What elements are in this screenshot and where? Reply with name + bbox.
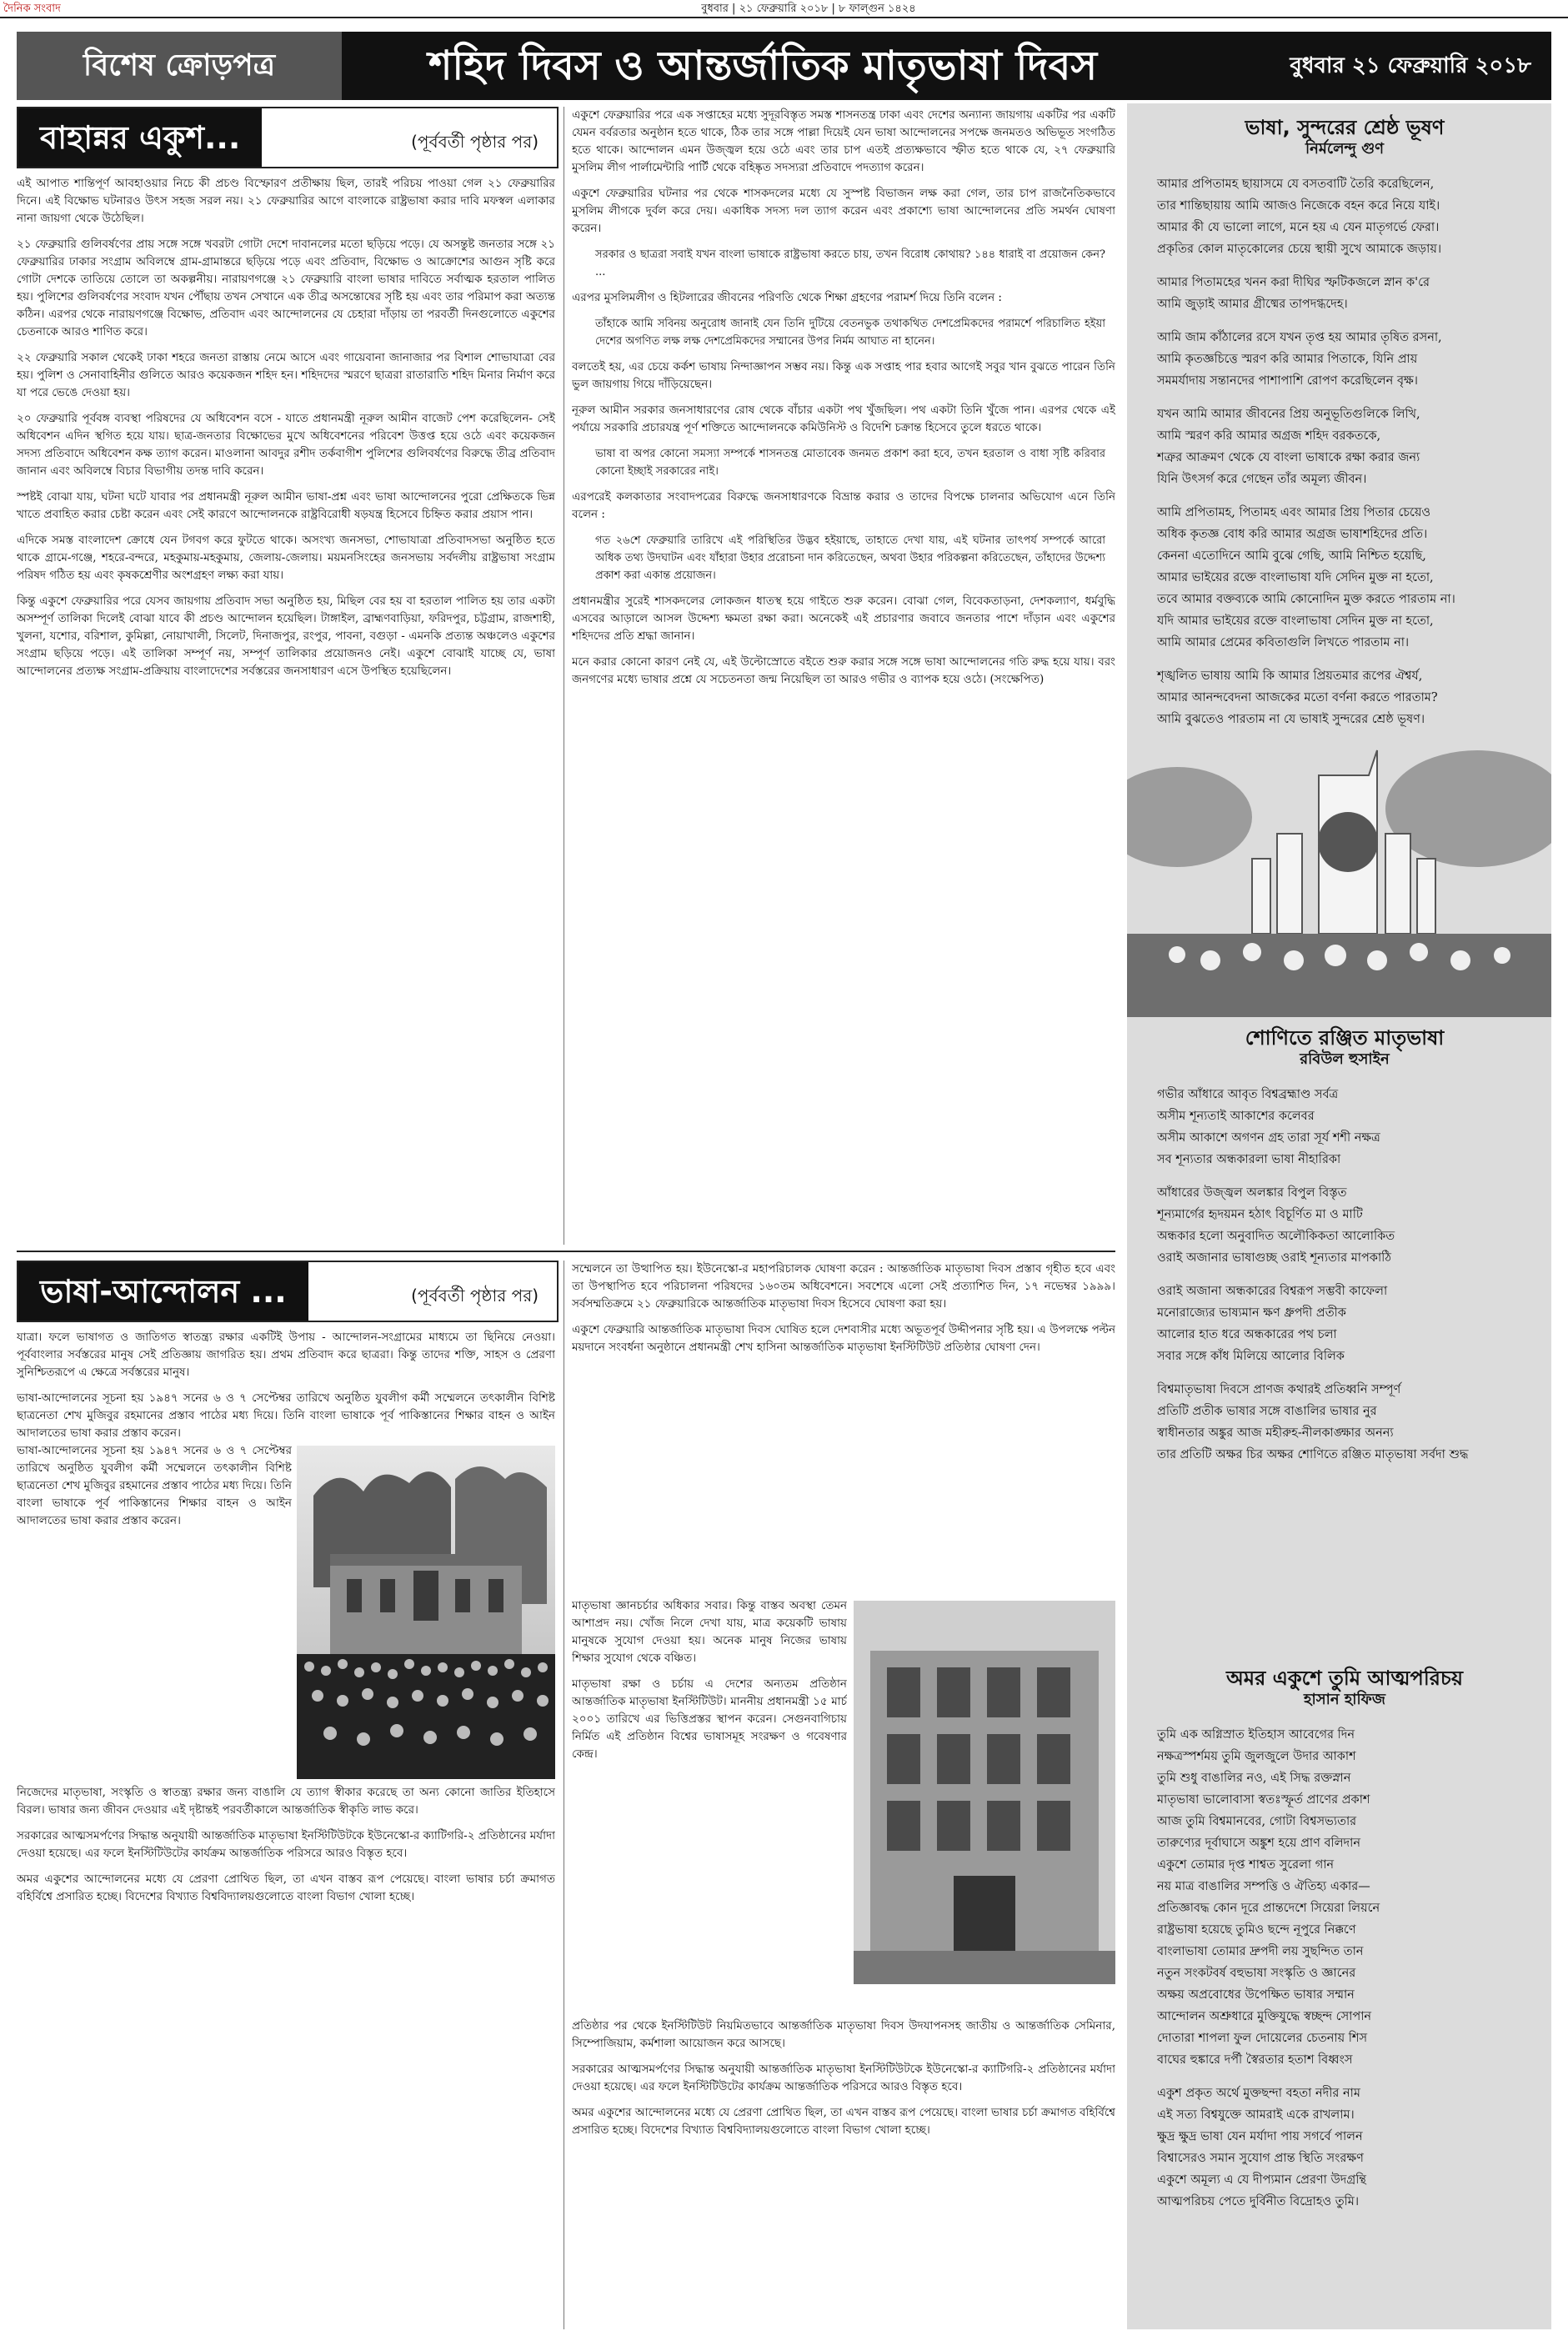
article2-heading-box <box>17 1261 559 1322</box>
poem-line: একুশে তোমার দৃপ্ত শাশ্বত সুরেলা গান <box>1157 1858 1335 1872</box>
poem-line: আমি প্রপিতামহ, পিতামহ এবং আমার প্রিয় পিতার চেয়েও <box>1157 506 1431 519</box>
poem-line: আমার আনন্দবেদনা আজকের মতো বর্ণনা করতে পারতাম? <box>1157 691 1438 704</box>
article2-para: অমর একুশের আন্দোলনের মধ্যে যে প্রেরণা প্রোথিত ছিল, তা এখন বাস্তব রূপ পেয়েছে। বাংলা ভাষার চর্চা ক্রমাগত বহির্বিশ্বে প্রসারিত হচ্ছে। বিদেশের বিখ্যাত বিশ্ববিদ্যালয়গুলোতে বাংলা বিভাগ খোলা হচ্ছে। <box>17 1872 555 1903</box>
poem-line: আজ তুমি বিশ্বমানবের, গোটা বিশ্বসভ্যতার <box>1157 1815 1357 1828</box>
poem-line: প্রতিটি প্রতীক ভাষার সঙ্গে বাঙালির ভাষার নুর <box>1157 1405 1377 1418</box>
poem-2 <box>1157 1027 1532 1477</box>
poem-stanza <box>1157 1379 1532 1466</box>
poem-line: আঁধারের উজ্জ্বল অলঙ্কার বিপুল বিস্তৃত <box>1157 1186 1347 1200</box>
poem-stanza <box>1157 1281 1532 1367</box>
article2-para: মাতৃভাষা রক্ষা ও চর্চায় এ দেশের অন্যতম প্রতিষ্ঠান আন্তর্জাতিক মাতৃভাষা ইনস্টিটিউট। মাননীয় প্রধানমন্ত্রী ১৫ মার্চ ২০০১ তারিখে এর ভিত্তিপ্রস্তর স্থাপন করেন। সেগুনবাগিচায় নির্মিত এই প্রতিষ্ঠান বিশ্বের ভাষাসমূহ সংরক্ষণ ও গবেষণার কেন্দ্র। <box>572 1677 847 1761</box>
poem-line: সবার সঙ্গে কাঁধ মিলিয়ে আলোর বিলিক <box>1157 1350 1345 1363</box>
article1b-para: এরপর মুসলিমলীগ ও হিটলারের জীবনের পরিণতি থেকে শিক্ষা গ্রহণের পরামর্শ দিয়ে তিনি বলেন : <box>572 291 1002 304</box>
poem-line: আমি স্মরণ করি আমার অগ্রজ শহিদ বরকতকে, <box>1157 429 1381 443</box>
poem-line: আমি আমার প্রেমের কবিতাগুলি লিখতে পারতাম না। <box>1157 636 1410 649</box>
poem-line: আমি জুড়াই আমার গ্রীষ্মের তাপদগ্ধদেহ। <box>1157 298 1348 311</box>
poem-stanza <box>1157 1724 1532 2071</box>
poem-stanza <box>1157 404 1532 490</box>
poem-stanza <box>1157 502 1532 654</box>
article1-para: এদিকে সমস্ত বাংলাদেশ ক্রোধে যেন টগবগ করে ফুটতে থাকে। অসংখ্য জনসভা, শোভাযাত্রা প্রতিবাদসভা অনুষ্ঠিত হতে থাকে গ্রামে-গঞ্জে, শহরে-বন্দরে, মহকুমায়-মহকুমায়, জেলায়-জেলায়। ময়মনসিংহের জনসভায় সর্বদলীয় রাষ্ট্রভাষা সংগ্রাম পরিষদ গঠিত হয় এবং কৃষকশ্রেণীর অংশগ্রহণ লক্ষ্য করা যায়। <box>17 534 555 582</box>
article2-right-narrow <box>572 1597 847 2014</box>
poem-stanza <box>1157 2083 1532 2213</box>
poem-line: যিনি উৎসর্গ করে গেছেন তাঁর অমূল্য জীবন। <box>1157 473 1367 486</box>
poem-line: সব শূন্যতার অন্ধকারলা ভাষা নীহারিকা <box>1157 1153 1341 1166</box>
poem-line: ক্ষুদ্র ক্ষুদ্র ভাষা যেন মর্যাদা পায় সগর্বে পালন <box>1157 2130 1363 2143</box>
article2-para: ভাষা-আন্দোলনের সূচনা হয় ১৯৪৭ সনের ৬ ও ৭ সেপ্টেম্বর তারিখে অনুষ্ঠিত যুবলীগ কর্মী সম্মেলনে তৎকালীন বিশিষ্ট ছাত্রনেতা শেখ মুজিবুর রহমানের প্রস্তাব পাঠের মধ্য দিয়ে। তিনি বাংলা ভাষাকে পূর্ব পাকিস্তানের শিক্ষার বাহন ও আইন আদালতের ভাষা করার প্রস্তাব করেন। <box>17 1391 555 1439</box>
article2-para: একুশে ফেব্রুয়ারি আন্তর্জাতিক মাতৃভাষা দিবস ঘোষিত হলে দেশবাসীর মধ্যে অভূতপূর্ব উদ্দীপনার সৃষ্টি হয়। এ উপলক্ষে পল্টন ময়দানে সংবর্ধনা অনুষ্ঠানে প্রধানমন্ত্রী শেখ হাসিনা আন্তর্জাতিক মাতৃভাষা ইনস্টিটিউট প্রতিষ্ঠার ঘোষণা দেন। <box>572 1323 1115 1354</box>
article2-para: সরকারের আত্মসমর্পণের সিদ্ধান্ত অনুযায়ী আন্তর্জাতিক মাতৃভাষা ইনস্টিটিউটকে ইউনেস্কো-র ক্যাটিগরি-২ প্রতিষ্ঠানের মর্যাদা দেওয়া হয়েছে। এর ফলে ইনস্টিটিউটের কার্যক্রম আন্তর্জাতিক পরিসরে আরও বিস্তৃত হবে। <box>572 2063 1115 2093</box>
poem-line: রাষ্ট্রভাষা হয়েছে তুমিও ছন্দে নূপুরে নিক্কণে <box>1157 1923 1356 1937</box>
article2-body-lower <box>17 1784 555 2326</box>
article1b-para: এরপরেই কলকাতার সংবাদপত্রের বিরুদ্ধে জনসাধারণকে বিভ্রান্ত করার ও তাদের বিপক্ষে চালনার অভিযোগ এনে তিনি বলেন : <box>572 490 1115 521</box>
poem-line: যদি আমার ভাইয়ের রক্তে বাংলাভাষা সেদিন মুক্ত না হতো, <box>1157 614 1434 628</box>
poem-line: স্বাধীনতার অঙ্কুর আজ মহীরুহ-নীলকাঙ্ক্ষার অনন্য <box>1157 1426 1394 1440</box>
article2-left-narrow <box>17 1442 292 1776</box>
poem-line: এই সত্য বিশ্বযুক্তে আমরাই একে রাখলাম। <box>1157 2108 1355 2122</box>
poem-line: আত্মপরিচয় পেতে দুর্বিনীত বিদ্রোহও তুমি। <box>1157 2195 1360 2208</box>
poem-line: আমার পিতামহের খনন করা দীঘির স্ফটিকজলে স্নান ক'রে <box>1157 276 1430 289</box>
article2-heading: ভাষা-আন্দোলন ... <box>18 1262 308 1321</box>
poem-author: হাসান হাফিজ <box>1304 1691 1385 1708</box>
article2-right-lower <box>572 2018 1115 2326</box>
poem-line: আমার ভাইয়ের রক্তে বাংলাভাষা যদি সেদিন মুক্ত না হতো, <box>1157 571 1434 584</box>
poem-line: আমি জাম কাঁঠালের রসে যখন তৃপ্ত হয় আমার তৃষিত রসনা, <box>1157 331 1442 344</box>
article1b-para: একুশে ফেব্রুয়ারির পরে এক সপ্তাহের মধ্যে সুদূরবিস্তৃত সমস্ত শাসনতন্ত্র ঢাকা এবং দেশের অন্যান্য জায়গায় একটির পর একটি যেমন বর্বরতার অনুষ্ঠান হতে থাকে, ঠিক তার সঙ্গে পাল্লা দিয়েই যেন ভাষা আন্দোলনের সপক্ষে জনমতও অভিভূত সংগঠিত হতে থাকে। আন্দোলন এমন উজ্জ্বল হয়ে ওঠে এবং তার চাপ এতই প্রত্যক্ষভাবে স্ফীত হতে থাকে যে, ২৭ ফেব্রুয়ারি মুসলিম লীগ পার্লামেন্টারি পার্টি থেকে বহিষ্কৃত সদস্যরা প্রতিবাদে পদত্যাগ করেন। <box>572 108 1115 174</box>
poem-line: নয় মাত্র বাঙালির সম্পত্তি ও ঐতিহ্য একার— <box>1157 1880 1370 1893</box>
article1-para: এই আপাত শান্তিপূর্ণ আবহাওয়ার নিচে কী প্রচণ্ড বিস্ফোরণ প্রতীক্ষায় ছিল, তারই পরিচয় পাওয়া গেল ২১ ফেব্রুয়ারির দিনে। এই বিক্ষোভ ঘটনারও উৎস সহজ সরল নয়। ২১ ফেব্রুয়ারির আগে বাংলাকে রাষ্ট্রভাষা করার দাবি মফস্বল এলাকার নানা জায়গা থেকে উঠেছিল। <box>17 177 555 225</box>
article1b-para: মনে করার কোনো কারণ নেই যে, এই উল্টোস্রোতে বইতে শুরু করার সঙ্গে সঙ্গে ভাষা আন্দোলনের গতি রুদ্ধ হয়ে যায়। বরং জনগণের মধ্যে ভাষার প্রশ্নে যে সচেতনতা জন্ম নিয়েছিল তা আরও গভীর ও ব্যাপক হয়ে ওঠে। (সংক্ষেপিত) <box>572 655 1115 686</box>
poem-author: নির্মলেন্দু গুণ <box>1305 140 1385 158</box>
poem-line: আন্দোলন অশ্রুধারে মুক্তিযুদ্ধে স্বচ্ছন্দ সোপান <box>1157 2010 1372 2023</box>
poem-line: নক্ষত্রস্পর্শময় তুমি জুলজুলে উদার আকাশ <box>1157 1750 1356 1763</box>
poem-stanza <box>1157 272 1532 315</box>
poem-line: আমি কৃতজ্ঞচিত্তে স্মরণ করি আমার পিতাকে, যিনি প্রায় <box>1157 353 1418 366</box>
article2-para: অমর একুশের আন্দোলনের মধ্যে যে প্রেরণা প্রোথিত ছিল, তা এখন বাস্তব রূপ পেয়েছে। বাংলা ভাষার চর্চা ক্রমাগত বহির্বিশ্বে প্রসারিত হচ্ছে। বিদেশের বিখ্যাত বিশ্ববিদ্যালয়গুলোতে বাংলা বিভাগ খোলা হচ্ছে। <box>572 2106 1115 2137</box>
poem-line: ওরাই অজানার ভাষাগুচ্ছ ওরাই শূন্যতার মাপকাঠি <box>1157 1251 1392 1265</box>
poem-title: শোণিতে রঞ্জিত মাতৃভাষা <box>1245 1026 1445 1050</box>
article2-intro <box>17 1329 555 1439</box>
article1-para: ২১ ফেব্রুয়ারি গুলিবর্ষণের প্রায় সঙ্গে সঙ্গে খবরটা গোটা দেশে দাবানলের মতো ছড়িয়ে পড়ে। যে অসন্তুষ্ট জনতার সঙ্গে ২১ ফেব্রুয়ারির ঢাকার সংগ্রাম অবিলম্বে গ্রাম-গ্রামান্তরে ছড়িয়ে পড়ে এবং প্রতিবাদ, বিক্ষোভ ও আক্রোশের আগুন সৃষ্টি করে গোটা দেশকে তাতিয়ে তোলে তা অকল্পনীয়। নারায়ণগঞ্জে ২১ ফেব্রুয়ারি বাংলা ভাষার দাবিতে সর্বাত্মক হরতাল পালিত হয়। পুলিশের গুলিবর্ষণের সংবাদ যখন পৌঁছায় তখন সেখানে এক তীব্র অসন্তোষের সৃষ্টি হয় এবং তার পরিমাপ করা অত্যন্ত কঠিন। এরপর থেকে নারায়ণগঞ্জে বিক্ষোভ, প্রতিবাদ এবং আন্দোলনের যে চেহারা দাঁড়ায় তা পরবর্তী দিনগুলোতে একুশের চেতনাকে আরও শাণিত করে। <box>17 238 555 338</box>
article1-para: ২২ ফেব্রুয়ারি সকাল থেকেই ঢাকা শহরে জনতা রাস্তায় নেমে আসে এবং গায়েবানা জানাজার পর বিশাল শোভাযাত্রা বের হয়। পুলিশ ও সেনাবাহিনীর গুলিতে আরও কয়েকজন শহিদ হন। শহিদদের স্মরণে ছাত্ররা রাতারাতি শহিদ মিনার নির্মাণ করে যা পরে ভেঙে দেওয়া হয়। <box>17 351 555 399</box>
article2-para: সম্মেলনে তা উত্থাপিত হয়। ইউনেস্কো-র মহাপরিচালক ঘোষণা করেন : আন্তর্জাতিক মাতৃভাষা দিবস প্রস্তাব গৃহীত হবে এবং তা উপস্থাপিত হবে পরিচালনা পরিষদের ১৬০তম অধিবেশনে। সবশেষে এলো সেই প্রত্যাশিত দিন, ১৭ নভেম্বর ১৯৯৯। সর্বসম্মতিক্রমে ২১ ফেব্রুয়ারিকে আন্তর্জাতিক মাতৃভাষা দিবস হিসেবে ঘোষণা করা হয়। <box>572 1262 1115 1311</box>
poem-stanza <box>1157 327 1532 392</box>
poem-line: তারুণ্যের দূর্বাঘাসে অঙ্কুশ হয়ে প্রাণ বলিদান <box>1157 1837 1360 1850</box>
article1b-para: বলতেই হয়, এর চেয়ে কর্কশ ভাষায় নিন্দাজ্ঞাপন সম্ভব নয়। কিন্তু এক সপ্তাহ পার হবার আগেই সবুর খান বুঝতে পারেন তিনি ভুল জায়গায় গিয়ে দাঁড়িয়েছেন। <box>572 360 1115 391</box>
article1-heading-box <box>17 107 559 168</box>
poem-line: আলোর হাত ধরে অন্ধকারের পথ চলা <box>1157 1328 1337 1341</box>
poem-line: তুমি শুধু বাঙালির নও, এই সিদ্ধ রক্তস্নান <box>1157 1772 1351 1785</box>
poem-line: অক্ষয় অপ্রবোধের উপেক্ষিত ভাষার সম্মান <box>1157 1988 1355 2002</box>
poem-line: মনোরাজ্যের ভাষ্যমান ক্ষণ ধ্রুপদী প্রতীক <box>1157 1306 1346 1320</box>
poem-line: মাতৃভাষা ভালোবাসা স্বতঃস্ফূর্ত প্রাণের প্রকাশ <box>1157 1793 1370 1807</box>
article1-continued: (পূর্ববর্তী পৃষ্ঠার পর) <box>411 132 539 152</box>
supplement-title: শহিদ দিবস ও আন্তর্জাতিক মাতৃভাষা দিবস <box>428 43 1098 89</box>
poem-line: আমি বুঝতেও পারতাম না যে ভাষাই সুন্দরের শ্রেষ্ঠ ভূষণ। <box>1157 713 1425 726</box>
poem-line: বিশ্বমাতৃভাষা দিবসে প্রাণজ কথারই প্রতিধ্বনি সম্পূর্ণ <box>1157 1383 1401 1396</box>
article2-para: ভাষা-আন্দোলনের সূচনা হয় ১৯৪৭ সনের ৬ ও ৭ সেপ্টেম্বর তারিখে অনুষ্ঠিত যুবলীগ কর্মী সম্মেলনে তৎকালীন বিশিষ্ট ছাত্রনেতা শেখ মুজিবুর রহমানের প্রস্তাব পাঠের মধ্য দিয়ে। তিনি বাংলা ভাষাকে পূর্ব পাকিস্তানের শিক্ষার বাহন ও আইন আদালতের ভাষা করার প্রস্তাব করেন। <box>17 1444 292 1527</box>
article1b-para: একুশে ফেব্রুয়ারির ঘটনার পর থেকে শাসকদলের মধ্যে যে সুস্পষ্ট বিভাজন লক্ষ করা গেল, তার চাপ রাজনৈতিকভাবে মুসলিম লীগকে দুর্বল করে দেয়। একাধিক সদস্য দল ত্যাগ করেন এবং প্রকাশ্যে ভাষা আন্দোলনের প্রতি সমর্থন ঘোষণা করেন। <box>572 187 1115 235</box>
poem-line: শত্রুর আক্রমণ থেকে যে বাংলা ভাষাকে রক্ষা করার জন্য <box>1157 451 1420 464</box>
article1b-quote: সরকার ও ছাত্ররা সবাই যখন বাংলা ভাষাকে রাষ্ট্রভাষা করতে চায়, তখন বিরোধ কোথায়? ১৪৪ ধারাই বা প্রয়োজন কেন? ... <box>595 248 1105 278</box>
poem-line: অন্ধকার হলো অনুবাদিত অলৌকিকতা আলোকিত <box>1157 1230 1395 1243</box>
poem-line: অসীম আকাশে অগণন গ্রহ তারা সূর্য শশী নক্ষত্র <box>1157 1131 1380 1145</box>
poem-line: ওরাই অজানা অন্ধকারের বিশ্বরূপ সম্ভবী কাফেলা <box>1157 1285 1388 1298</box>
poem-line: তার শান্তিছায়ায় আমি আজও নিজেকে বহন করে নিয়ে যাই। <box>1157 199 1440 213</box>
poem-line: বাঘের হুঙ্কারে দর্পী স্বৈরতার হতাশ বিধ্বংস <box>1157 2053 1353 2067</box>
article1-body <box>17 175 555 1238</box>
article2-para: যাত্রা। ফলে ভাষাগত ও জাতিগত স্বাতন্ত্র্য রক্ষার একটিই উপায় - আন্দোলন-সংগ্রামের মাধ্যমে তা ছিনিয়ে নেওয়া। পূর্ববাংলার সর্বস্তরের মানুষ সেই প্রতিজ্ঞায় জাগরিত হয়। প্রথম প্রতিবাদ করে ছাত্ররা। কিন্তু তাদের শক্তি, সাহস ও প্রেরণা সুনিশ্চিতরূপে এ ক্ষেত্রে সর্বস্তরের মানুষ। <box>17 1331 555 1379</box>
poem-line: গভীর আঁধারে আবৃত বিশ্বব্রহ্মাণ্ড সর্বত্র <box>1157 1088 1339 1101</box>
section-divider <box>17 1251 1115 1252</box>
article1b-quote: গত ২৬শে ফেব্রুয়ারি তারিখে এই পরিস্থিতির উদ্ভব হইয়াছে, তাহাতে দেখা যায়, এই ঘটনার তাৎপর্য সম্পর্কে আরো অধিক তথ্য উদঘাটন এবং যাঁহারা উহার প্ররোচনা দান করিতেছেন, অথবা উহার পরিকল্পনা করিতেছেন, তাঁহাদের উদ্দেশ্য প্রকাশ করা একান্ত প্রয়োজন। <box>595 534 1105 582</box>
supplement-banner <box>17 32 1551 100</box>
poem-stanza <box>1157 1084 1532 1171</box>
poem-line: আমার প্রপিতামহ ছায়াসমে যে বসতবাটি তৈরি করেছিলেন, <box>1157 178 1435 191</box>
poem-line: নতুন সংকটবর্ষ বহুভাষা সংস্কৃতি ও জ্ঞানের <box>1157 1967 1356 1980</box>
poem-line: আমার কী যে ভালো লাগে, মনে হয় এ যেন মাতৃগর্ভে ফেরা। <box>1157 221 1440 234</box>
poem-line: শূন্যমার্গের হৃদয়মন হঠাৎ বিচূর্ণিত মা ও মাটি <box>1157 1208 1363 1221</box>
poem-stanza <box>1157 1182 1532 1269</box>
poem-line: প্রকৃতির কোল মাতৃকোলের চেয়ে স্থায়ী সুখে আমাকে জড়ায়। <box>1157 243 1442 256</box>
banner-date: বুধবার ২১ ফেব্রুয়ারি ২০১৮ <box>1290 53 1531 78</box>
poem-line: দোতারা শাপলা ফুল দোয়েলের চেতনায় শিস <box>1157 2032 1368 2045</box>
article1-para: কিন্তু একুশে ফেব্রুয়ারির পরে যেসব জায়গায় প্রতিবাদ সভা অনুষ্ঠিত হয়, মিছিল বের হয় বা হরতাল পালিত হয় তার একটা অসম্পূর্ণ তালিকা দিলেই বোঝা যাবে কী প্রচণ্ড আন্দোলন হয়েছিল। টাঙ্গাইল, ব্রাহ্মণবাড়িয়া, ফরিদপুর, চট্টগ্রাম, রাজশাহী, খুলনা, যশোর, বরিশাল, কুমিল্লা, নোয়াখালী, সিলেট, দিনাজপুর, রংপুর, পাবনা, বগুড়া - এমনকি প্রত্যন্ত অঞ্চলেও একুশের সংগ্রাম ছড়িয়ে পড়ে। এই তালিকা সম্পূর্ণ নয়, সম্পূর্ণ তালিকার প্রয়োজনও নেই। একুশে বোঝাই যাচ্ছে যে, ভাষা আন্দোলনের প্রত্যক্ষ সংগ্রাম-প্রক্রিয়ায় বাংলাদেশের সর্বস্তরের জনসাধারণ এসে উপস্থিত হয়েছিলেন। <box>17 594 555 678</box>
poem-stanza <box>1157 173 1532 260</box>
article1b-quote: তাঁহাকে আমি সবিনয় অনুরোধ জানাই যেন তিনি দুটিয়ে বেতনভুক তথাকথিত দেশপ্রেমিকদের পরামর্শে পরিচালিত হইয়া দেশের অগণিত লক্ষ লক্ষ দেশপ্রেমিকদের সম্মানের উপর নির্মম আঘাত না হানেন। <box>595 318 1105 348</box>
poem-stanza <box>1157 665 1532 730</box>
top-date-line: বুধবার | ২১ ফেব্রুয়ারি ২০১৮ | ৮ ফাল্গুন ১৪২৪ <box>701 3 916 15</box>
poem-author: রবিউল হুসাইন <box>1300 1050 1390 1068</box>
article2-para: মাতৃভাষা জ্ঞানচর্চার অধিকার সবার। কিন্তু বাস্তব অবস্থা তেমন আশাপ্রদ নয়। খোঁজ নিলে দেখা যায়, মাত্র কয়েকটি ভাষায় মানুষকে সুযোগ দেওয়া হয়। অনেক মানুষ নিজের ভাষায় শিক্ষার সুযোগ থেকে বঞ্চিত। <box>572 1599 847 1665</box>
article1b-para: প্রধানমন্ত্রীর সুরেই শাসকদলের লোকজন ধাতস্থ হয়ে গাইতে শুরু করেন। বোঝা গেল, বিবেকতাড়না, দেশকল্যাণ, ধর্মবুদ্ধি এসবের আড়ালে আসল উদ্দেশ্য ক্ষমতা রক্ষা করা। অনেকেই এই প্রচারণার জবাবে জনতার পাশে দাঁড়ান এবং একুশের শহিদদের প্রতি শ্রদ্ধা জানান। <box>572 594 1115 643</box>
article1-para: স্পষ্টই বোঝা যায়, ঘটনা ঘটে যাবার পর প্রধানমন্ত্রী নূরুল আমীন ভাষা-প্রশ্ন এবং ভাষা আন্দোলনের পুরো প্রেক্ষিতকে ভিন্ন খাতে প্রবাহিত করার চেষ্টা করেন এবং সেই কারণে আন্দোলনকে রাষ্ট্রবিরোধী ষড়যন্ত্র হিসেবে চিহ্নিত করার প্রয়াস পান। <box>17 490 555 521</box>
poem-line: তবে আমার বক্তব্যকে আমি কোনোদিন মুক্ত করতে পারতাম না। <box>1157 593 1455 606</box>
article2-right-top <box>572 1261 1115 1594</box>
poem-line: একুশে অমূল্য এ যে দীপ্যমান প্রেরণা উদগ্রন্থি <box>1157 2173 1366 2187</box>
poem-line: বিশ্বাসেরও সমান সুযোগ প্রান্ত স্থিতি সংরক্ষণ <box>1157 2152 1364 2165</box>
poem-line: প্রতিজ্ঞাবদ্ধ কোন দূরে প্রান্তদেশে সিয়েরা লিয়নে <box>1157 1902 1380 1915</box>
poem-title: ভাষা, সুন্দরের শ্রেষ্ঠ ভূষণ <box>1245 116 1445 139</box>
poem-3 <box>1157 1667 1532 2224</box>
poem-title: অমর একুশে তুমি আত্মপরিচয় <box>1225 1667 1464 1690</box>
poem-line: অসীম শূন্যতাই আকাশের কলেবর <box>1157 1110 1315 1123</box>
poem-line: শৃঙ্খলিত ভাষায় আমি কি আমার প্রিয়তমার রূপের ঐশ্বর্য, <box>1157 669 1423 683</box>
section-label: বিশেষ ক্রোড়পত্র <box>17 32 342 100</box>
language-institute-photo <box>854 1601 1115 1984</box>
poem-line: যখন আমি আমার জীবনের প্রিয় অনুভূতিগুলিকে লিখি, <box>1157 408 1420 421</box>
article1-para: ২০ ফেব্রুয়ারি পূর্ববঙ্গ ব্যবস্থা পরিষদের যে অধিবেশন বসে - যাতে প্রধানমন্ত্রী নূরুল আমীন বাজেট পেশ করেছিলেন- সেই অধিবেশন এদিন স্থগিত হয়ে যায়। ছাত্র-জনতার বিক্ষোভের মুখে অধিবেশনের পরিবেশ উত্তপ্ত হয়ে ওঠে এবং কয়েকজন সদস্য প্রতিবাদে অধিবেশন কক্ষ ত্যাগ করেন। মাওলানা আবদুর রশীদ তর্কবাগীশ পুলিশের গুলিবর্ষণের বিরুদ্ধে তীব্র প্রতিবাদ জানান এবং অবিলম্বে বিচার বিভাগীয় তদন্ত দাবি করেন। <box>17 412 555 478</box>
article1b-para: নূরুল আমীন সরকার জনসাধারণের রোষ থেকে বাঁচার একটা পথ খুঁজছিল। পথ একটা তিনি খুঁজে পান। এরপর থেকে এই পর্যায়ে সরকারি প্রচারযন্ত্র পূর্ণ শক্তিতে আন্দোলনকে কমিউনিস্ট ও বিদেশি চক্রান্ত হিসেবে তুলে ধরতে থাকে। <box>572 404 1115 434</box>
article2-para: প্রতিষ্ঠার পর থেকে ইনস্টিটিউট নিয়মিতভাবে আন্তর্জাতিক মাতৃভাষা দিবস উদযাপনসহ জাতীয় ও আন্তর্জাতিক সেমিনার, সিম্পোজিয়াম, কর্মশালা আয়োজন করে আসছে। <box>572 2019 1115 2050</box>
article2-para: সরকারের আত্মসমর্পণের সিদ্ধান্ত অনুযায়ী আন্তর্জাতিক মাতৃভাষা ইনস্টিটিউটকে ইউনেস্কো-র ক্যাটিগরি-২ প্রতিষ্ঠানের মর্যাদা দেওয়া হয়েছে। এর ফলে ইনস্টিটিউটের কার্যক্রম আন্তর্জাতিক পরিসরে আরও বিস্তৃত হবে। <box>17 1829 555 1860</box>
article1b-quote: ভাষা বা অপর কোনো সমস্যা সম্পর্কে শাসনতন্ত্র মোতাবেক জনমত প্রকাশ করা হবে, তখন হরতাল ও বাধা সৃষ্টি করিবার কোনো ইচ্ছাই সরকারের নাই। <box>595 448 1105 478</box>
shaheed-minar-photo <box>1127 742 1551 1017</box>
article1-heading: বাহান্নর একুশ... <box>18 108 262 167</box>
poem-line: তার প্রতিটি অক্ষর চির অক্ষর শোণিতে রঞ্জিত মাতৃভাষা সর্বদা শুদ্ধ <box>1157 1448 1469 1461</box>
poem-line: অধিক কৃতজ্ঞ বোধ করি আমার অগ্রজ ভাষাশহিদের প্রতি। <box>1157 528 1428 541</box>
article1-body-continued <box>572 107 1115 1241</box>
masthead-edge: দৈনিক সংবাদ <box>3 3 61 15</box>
poem-line: বাংলাভাষা তোমার দ্রুপদী লয় সুছন্দিত তান <box>1157 1945 1364 1958</box>
top-strip <box>0 0 1568 18</box>
article2-para: নিজেদের মাতৃভাষা, সংস্কৃতি ও স্বাতন্ত্র্য রক্ষার জন্য বাঙালি যে ত্যাগ স্বীকার করেছে তা অন্য কোনো জাতির ইতিহাসে বিরল। ভাষার জন্য জীবন দেওয়ার এই দৃষ্টান্তই পরবর্তীকালে আন্তর্জাতিক স্বীকৃতি লাভ করে। <box>17 1786 555 1817</box>
poem-line: একুশ প্রকৃত অর্থে মুক্তছন্দা বহতা নদীর নাম <box>1157 2087 1360 2100</box>
article2-continued: (পূর্ববর্তী পৃষ্ঠার পর) <box>411 1286 539 1306</box>
poem-line: তুমি এক অগ্নিস্রাত ইতিহাস আবেগের দিন <box>1157 1728 1355 1742</box>
historic-procession-photo <box>297 1446 555 1779</box>
poem-line: সমমর্যাদায় সন্তানদের পাশাপাশি রোপণ করেছিলেন বৃক্ষ। <box>1157 374 1418 388</box>
poem-line: কেননা এতোদিনে আমি বুঝে গেছি, আমি নিশ্চিত হয়েছি, <box>1157 549 1426 563</box>
poem-1 <box>1157 117 1532 742</box>
